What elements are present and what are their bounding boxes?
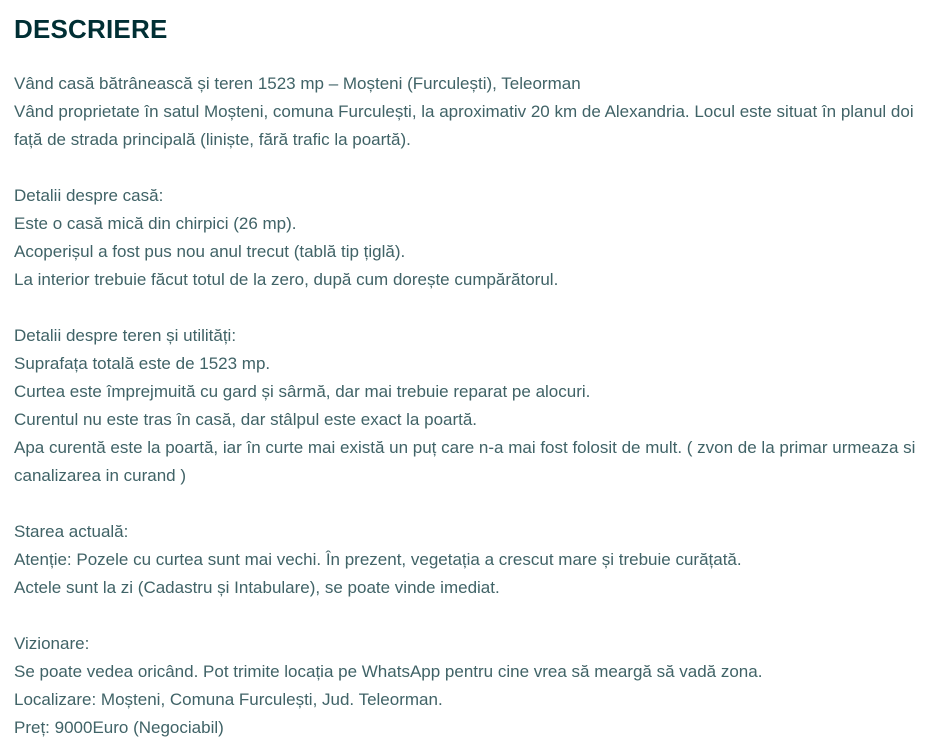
description-line: Vizionare: [14,634,90,653]
description-line: Este o casă mică din chirpici (26 mp). [14,214,297,233]
description-line: Suprafața totală este de 1523 mp. [14,354,271,373]
description-line: Vând casă bătrânească și teren 1523 mp – Moșteni (Furculești), Teleorman [14,74,581,93]
description-line: Detalii despre teren și utilități: [14,326,237,345]
house-details-paragraph [14,182,935,294]
description-line: Se poate vedea oricând. Pot trimite locația pe WhatsApp pentru cine vrea să meargă să vadă zona. [14,662,763,681]
description-line: Starea actuală: [14,522,129,541]
description-line: Detalii despre casă: [14,186,164,205]
description-body [14,70,935,742]
description-line: La interior trebuie făcut totul de la zero, după cum dorește cumpărătorul. [14,270,559,289]
land-utilities-paragraph [14,322,935,490]
description-line: Vând proprietate în satul Moșteni, comuna Furculești, la aproximativ 20 km de Alexandria. Locul este situat în planul doi față de strada principală (liniște, fără trafic la poartă). [14,102,914,149]
description-line: Curentul nu este tras în casă, dar stâlpul este exact la poartă. [14,410,478,429]
section-title: DESCRIERE [14,14,168,44]
description-line: Actele sunt la zi (Cadastru și Intabulare), se poate vinde imediat. [14,578,500,597]
viewing-paragraph [14,630,935,742]
current-state-paragraph [14,518,935,602]
description-line: Acoperișul a fost pus nou anul trecut (tablă tip țiglă). [14,242,406,261]
description-line: Atenție: Pozele cu curtea sunt mai vechi. În prezent, vegetația a crescut mare și trebuie curățată. [14,550,742,569]
description-line: Curtea este împrejmuită cu gard și sârmă, dar mai trebuie reparat pe alocuri. [14,382,591,401]
intro-paragraph [14,70,935,154]
price-line: Preț: 9000Euro (Negociabil) [14,718,224,737]
description-line: Apa curentă este la poartă, iar în curte mai există un puț care n-a mai fost folosit de mult. ( zvon de la primar urmeaza si canalizarea in curand ) [14,438,916,485]
description-line: Localizare: Moșteni, Comuna Furculești, Jud. Teleorman. [14,690,443,709]
